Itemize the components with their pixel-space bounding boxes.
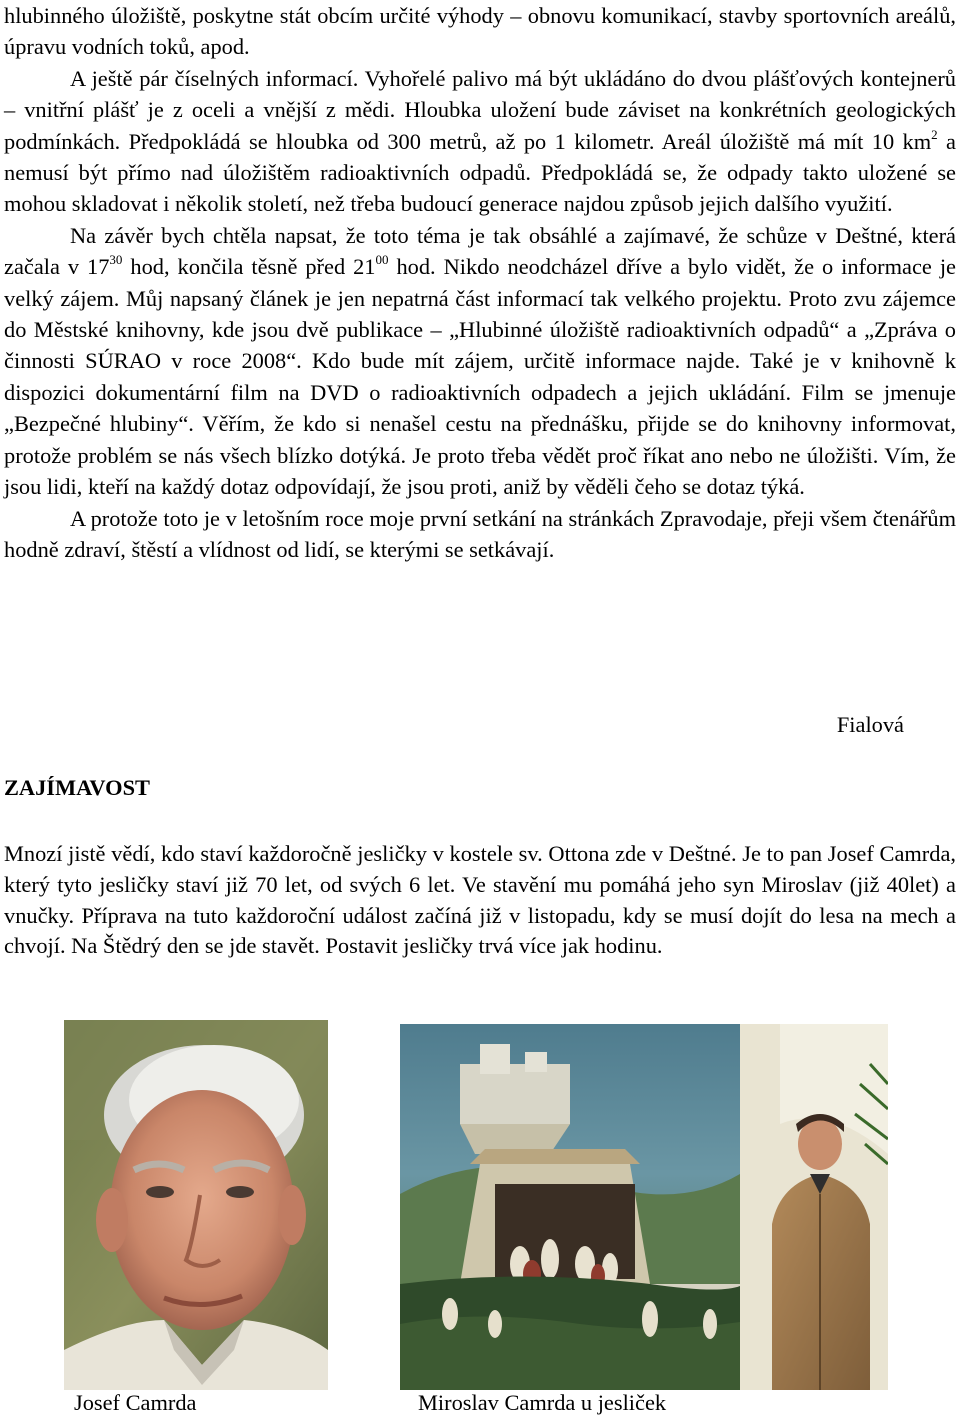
paragraph-1-text: hlubinného úložiště, poskytne stát obcím určité výhody – obnovu komunikací, stavby sportovních areálů, úpravu vodních toků, apod.	[4, 3, 956, 60]
superscript-minutes-end: 00	[375, 252, 389, 268]
paragraph-3-text-a: Na závěr bych chtěla napsat, že toto téma je tak obsáhlé a zajímavé, že schůze v Deštné, která začala v 17	[4, 222, 956, 280]
paragraph-3-text-b: hod, končila těsně před 21	[122, 254, 376, 280]
paragraph-4-text: A protože toto je v letošním roce moje první setkání na stránkách Zpravodaje, přeji všem čtenářům hodně zdraví, štěstí a vlídnost od lidí, se kterými se setkávají.	[4, 505, 956, 562]
paragraph-3-text-c: hod. Nikdo neodcházel dříve a bylo vidět, že o informace je velký zájem. Můj napsaný článek je jen nepatrná část informací tak velkého projektu. Proto zvu zájemce do Městské knihovny, kde jsou dvě publikace – „Hlubinné úložiště radioaktivních odpadů“ a „Zpráva o činnosti SÚRAO v roce 2008“. Kdo bude mít zájem, určitě informace najde. Také je v knihovně k dispozici dokumentární film na DVD o radioaktivních odpadech a jejich ukládání. Film se jmenuje „Bezpečné hlubiny“. Věřím, že kdo si nenašel cestu na přednášku, přijde se do knihovny informovat, protože problém se nás všech blízko dotýká. Je proto třeba vědět proč říkat ano nebo ne úložišti. Vím, že jsou lidi, kteří na každý dotaz odpovídají, že jsou proti, aniž by věděli čeho se dotaz týká.	[4, 254, 956, 500]
paragraph-3	[4, 220, 956, 503]
paragraph-2-text-b: a nemusí být přímo nad úložištěm radioaktivních odpadů. Předpokládá se, že odpady takto uložené se mohou skladovat i několik století, než třeba budoucí generace najdou způsob jejich dalšího využití.	[4, 128, 956, 217]
paragraph-1	[4, 0, 956, 63]
caption-josef-camrda: Josef Camrda	[74, 1390, 197, 1415]
portrait-illustration	[64, 1020, 328, 1390]
document-page	[4, 0, 956, 959]
photo-josef-camrda	[64, 1020, 328, 1390]
nativity-illustration	[400, 1024, 888, 1390]
paragraph-2	[4, 63, 956, 220]
author-signature: Fialová	[836, 712, 904, 737]
superscript-minutes-start: 30	[109, 252, 123, 268]
section-heading: ZAJÍMAVOST	[4, 775, 150, 800]
photo-nativity-scene	[400, 1024, 888, 1390]
section-body: Mnozí jistě vědí, kdo staví každoročně jesličky v kostele sv. Ottona zde v Deštné. Je to pan Josef Camrda, který tyto jesličky staví již 70 let, od svých 6 let. Ve stavění mu pomáhá jeho syn Miroslav (již 40let) a vnučky. Příprava na tuto každoroční událost začíná již v listopadu, kdy se musí dojít do lesa na mech a chvojí. Na Štědrý den se jde stavět. Postavit jesličky trvá více jak hodinu.	[4, 841, 956, 959]
superscript-km2: 2	[931, 126, 938, 142]
caption-miroslav-camrda: Miroslav Camrda u jesliček	[418, 1390, 667, 1415]
paragraph-4	[4, 503, 956, 566]
paragraph-2-text-a: A ještě pár číselných informací. Vyhořelé palivo má být ukládáno do dvou plášťových kontejnerů – vnitřní plášť je z oceli a vnější z mědi. Hloubka uložení bude záviset na konkrétních geologických podmínkách. Předpokládá se hloubka od 300 metrů, až po 1 kilometr. Areál úložiště má mít 10 km	[4, 65, 956, 154]
article-body	[4, 0, 956, 565]
